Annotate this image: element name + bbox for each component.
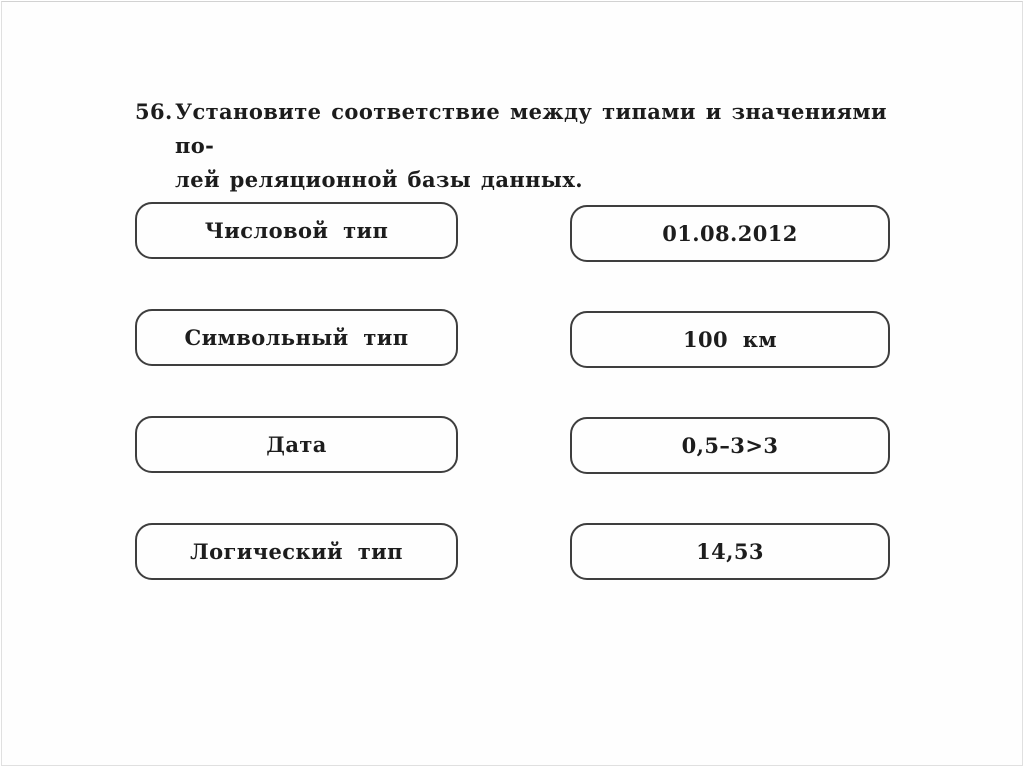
field-values-column [570,205,890,629]
match-right-box-number-value [570,523,890,580]
question-text-line2: лей реляционной базы данных. [175,167,583,192]
match-right-label: 14,53 [696,539,764,564]
match-right-label: 100 км [683,327,777,352]
match-left-box-numeric-type [135,202,458,259]
question-number: 56. [135,99,173,124]
field-types-column [135,202,458,630]
match-left-label: Дата [266,432,327,457]
match-right-label: 01.08.2012 [662,221,798,246]
match-left-label: Логический тип [190,539,403,564]
match-left-box-logical-type [135,523,458,580]
match-right-box-expression-value [570,417,890,474]
exercise-page [1,1,1023,766]
question-text [175,95,887,197]
match-left-box-date-type [135,416,458,473]
match-left-box-character-type [135,309,458,366]
match-right-box-distance-value [570,311,890,368]
match-right-box-date-value [570,205,890,262]
match-right-label: 0,5–3>3 [681,433,779,458]
match-left-label: Числовой тип [204,218,389,243]
question-text-line1: Установите соответствие между типами и значениями по- [175,99,887,158]
question-block [135,95,887,197]
match-left-label: Символьный тип [184,325,409,350]
